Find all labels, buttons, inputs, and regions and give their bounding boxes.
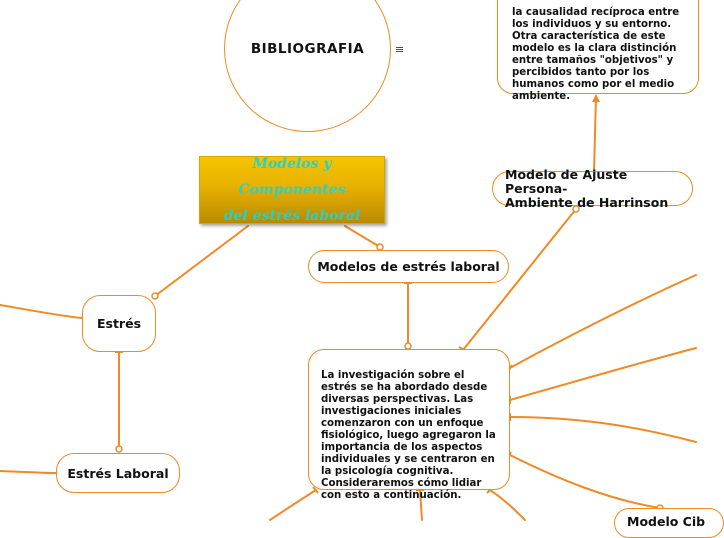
modelo-cib-label: Modelo Cib bbox=[627, 514, 706, 529]
connector-dot bbox=[116, 446, 122, 452]
investigacion-text: La investigación sobre el estrés se ha abordado desde diversas perspectivas. Las investigaciones iniciales comenzaron con un enfoque fisiológico, luego agregaron la importancia de los aspectos individuales y se centraron en la psicología cognitiva. Consideraremos cómo lidiar con esto a continuación. bbox=[321, 370, 496, 501]
connector-right-3 bbox=[510, 417, 696, 442]
estres-laboral-node[interactable] bbox=[56, 453, 180, 493]
harrinson-description-node[interactable] bbox=[497, 0, 699, 102]
estres-node[interactable] bbox=[82, 295, 156, 352]
connector-laboral-left bbox=[0, 471, 56, 473]
harrinson-description-text: la causalidad recíproca entre los individuos y su entorno. Otra característica de este modelo es la clara distinción entre tamaños "objetivos" y percibidos tanto por los humanos como por el medio ambiente. bbox=[512, 7, 680, 102]
arrow-head bbox=[592, 94, 600, 102]
harrinson-model-label: Modelo de Ajuste Persona- Ambiente de Harrinson bbox=[505, 166, 669, 210]
estres-label: Estrés bbox=[96, 316, 142, 331]
connector-right-2 bbox=[510, 348, 696, 400]
investigacion-node[interactable] bbox=[308, 349, 510, 501]
connector-harrinson-desc bbox=[594, 96, 596, 172]
connector-title-modelos bbox=[345, 226, 380, 247]
connector-dot bbox=[152, 293, 158, 299]
menu-icon[interactable]: ≡ bbox=[395, 43, 405, 56]
connector-bottom-3 bbox=[490, 490, 525, 520]
connector-title-estres bbox=[155, 226, 248, 296]
main-title-node[interactable] bbox=[199, 156, 385, 224]
modelo-cib-node[interactable] bbox=[614, 508, 724, 538]
connector-estres-left bbox=[0, 305, 82, 318]
connector-cib bbox=[510, 455, 660, 508]
estres-laboral-label: Estrés Laboral bbox=[67, 465, 169, 481]
harrinson-model-node[interactable] bbox=[492, 166, 693, 210]
bibliografia-label: BIBLIOGRAFIA bbox=[250, 40, 365, 57]
modelos-estres-laboral-label: Modelos de estrés laboral bbox=[317, 259, 500, 274]
main-title-text: Modelos y Componentes del estrés laboral bbox=[223, 156, 361, 224]
modelos-estres-laboral-node[interactable] bbox=[308, 250, 509, 283]
connector-bottom-1 bbox=[270, 490, 316, 520]
